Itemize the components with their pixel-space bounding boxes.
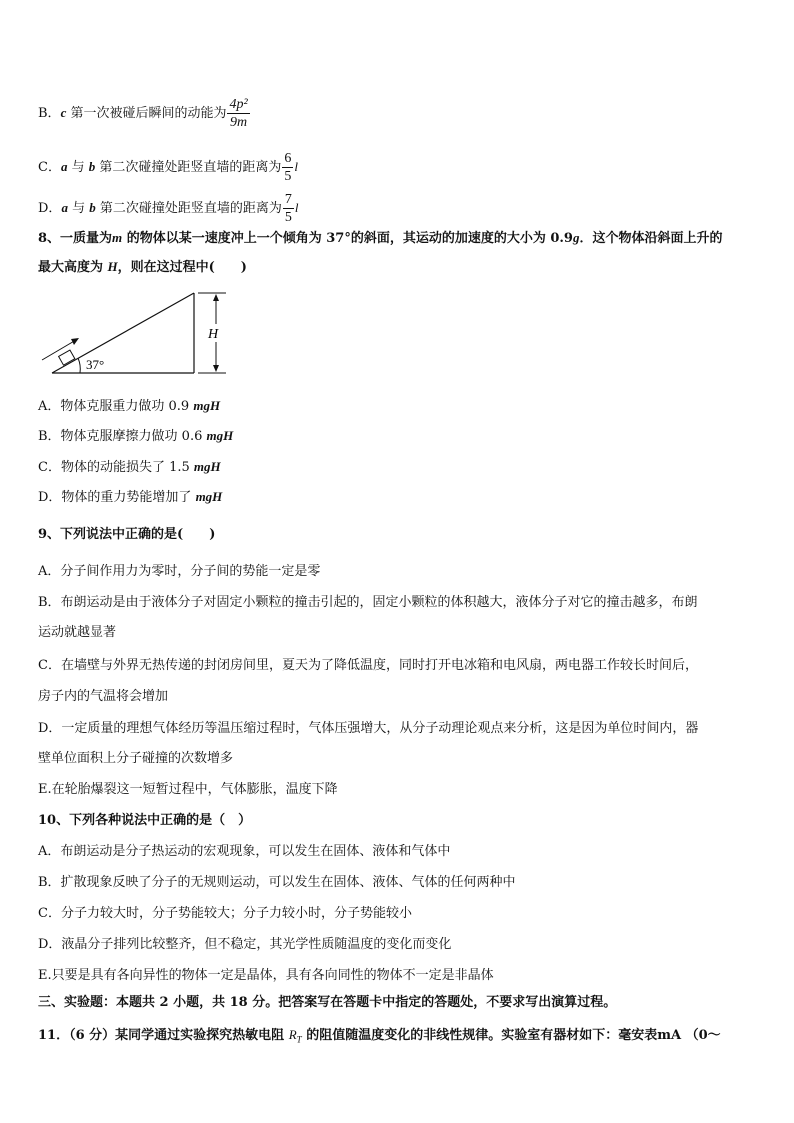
section-3-heading: 三、实验题：本题共 2 小题，共 18 分。把答案写在答题卡中指定的答题处，不要求写出演算过程。 [38, 995, 617, 1010]
q10-stem: 10、下列各种说法中正确的是（ ） [38, 813, 252, 828]
q7-option-d: D．a 与 b 第二次碰撞处距竖直墙的距离为 $\frac{7}{5}$ l [38, 192, 299, 225]
q9-option-e: E.在轮胎爆裂这一短暂过程中，气体膨胀，温度下降 [38, 782, 338, 797]
q7-option-c: C．a 与 b 第二次碰撞处距竖直墙的距离为 $\frac{6}{5}$ l [38, 151, 298, 184]
angle-label: 37° [86, 357, 105, 372]
q8-stem-line1: 8、一质量为m 的物体以某一速度冲上一个倾角为 37°的斜面，其运动的加速度的大小为 0.9g．这个物体沿斜面上升的 [38, 230, 723, 246]
q7-option-b [38, 96, 251, 131]
q9-option-b-line2: 运动就越显著 [38, 625, 117, 640]
q11-stem: 11．（6 分）某同学通过实验探究热敏电阻 $R_T$ 的阻值随温度变化的非线性规律。实验室有器材如下：毫安表mA （0～ [38, 1027, 721, 1045]
fraction-kinetic-energy: $\frac{\text{4p²}}{9m}$ [229, 97, 248, 130]
option-text: 第一次被碰后瞬间的动能为 [66, 106, 227, 121]
option-letter: B． [38, 106, 61, 121]
q9-option-c-line1: C．在墙壁与外界无热传递的封闭房间里，夏天为了降低温度，同时打开电冰箱和电风扇，两电器工作较长时间后， [38, 658, 698, 673]
q8-option-c: C．物体的动能损失了 1.5 mgH [38, 459, 221, 475]
height-label: H [208, 327, 219, 342]
fraction-distance-c: $\frac{6}{5}$ [284, 151, 292, 184]
q10-option-d: D．液晶分子排列比较整齐，但不稳定，其光学性质随温度的变化而变化 [38, 937, 452, 952]
q9-option-d-line2: 壁单位面积上分子碰撞的次数增多 [38, 751, 234, 766]
q9-option-b-line1: B．布朗运动是由于液体分子对固定小颗粒的撞击引起的，固定小颗粒的体积越大，液体分子对它的撞击越多，布朗 [38, 595, 698, 610]
q8-option-b: B．物体克服摩擦力做功 0.6 mgH [38, 428, 234, 444]
q9-stem: 9、下列说法中正确的是( ) [38, 527, 216, 542]
block-on-incline [59, 350, 75, 365]
q10-option-b: B．扩散现象反映了分子的无规则运动，可以发生在固体、液体、气体的任何两种中 [38, 875, 516, 890]
q10-option-a: A．布朗运动是分子热运动的宏观现象，可以发生在固体、液体和气体中 [38, 844, 451, 859]
q10-option-c: C．分子力较大时，分子势能较大；分子力较小时，分子势能较小 [38, 906, 412, 921]
q8-option-d: D．物体的重力势能增加了 mgH [38, 489, 223, 505]
variable-c: c [60, 105, 67, 120]
q10-option-e: E.只要是具有各向异性的物体一定是晶体，具有各向同性的物体不一定是非晶体 [38, 968, 494, 983]
q9-option-d-line1: D．一定质量的理想气体经历等温压缩过程时，气体压强增大，从分子动理论观点来分析，这是因为单位时间内，器 [38, 721, 699, 736]
q8-option-a: A．物体克服重力做功 0.9 mgH [38, 398, 221, 414]
q9-option-c-line2: 房子内的气温将会增加 [38, 689, 169, 704]
fraction-distance-d: $\frac{7}{5}$ [284, 192, 292, 225]
q9-option-a: A．分子间作用力为零时，分子间的势能一定是零 [38, 564, 321, 579]
q8-stem-line2: 最大高度为 H，则在这过程中( ) [38, 259, 247, 275]
incline-diagram [36, 286, 236, 380]
